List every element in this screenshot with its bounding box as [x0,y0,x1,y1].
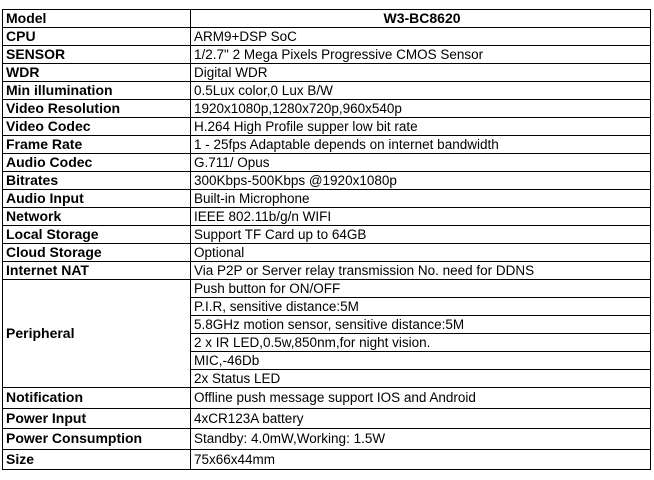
model-value: W3-BC8620 [191,10,651,28]
row-value: Via P2P or Server relay transmission No. need for DDNS [191,262,651,280]
row-value: 1 - 25fps Adaptable depends on internet bandwidth [191,136,651,154]
table-row [3,46,651,64]
table-row [3,244,651,262]
table-row [3,262,651,280]
row-value: Optional [191,244,651,262]
peripheral-item: P.I.R, sensitive distance:5M [191,298,651,316]
table-row [3,154,651,172]
row-value: 4xCR123A battery [191,408,651,429]
row-value: 75x66x44mm [191,449,651,470]
row-key: CPU [3,28,191,46]
row-key: WDR [3,64,191,82]
spec-table [2,9,651,470]
table-row [3,208,651,226]
row-key: Bitrates [3,172,191,190]
peripheral-key: Peripheral [3,280,191,388]
peripheral-row [3,280,651,298]
table-row [3,226,651,244]
peripheral-item: MIC,-46Db [191,352,651,370]
row-value: 1920x1080p,1280x720p,960x540p [191,100,651,118]
row-value: Standby: 4.0mW,Working: 1.5W [191,429,651,450]
row-key: Notification [3,388,191,409]
peripheral-item: Push button for ON/OFF [191,280,651,298]
row-value: Digital WDR [191,64,651,82]
table-row [3,429,651,450]
peripheral-item: 2x Status LED [191,370,651,388]
row-key: Audio Codec [3,154,191,172]
table-row [3,64,651,82]
header-key: Model [3,10,191,28]
row-value: ARM9+DSP SoC [191,28,651,46]
table-row [3,82,651,100]
row-key: Audio Input [3,190,191,208]
table-row [3,118,651,136]
row-key: Power Consumption [3,429,191,450]
row-key: Video Codec [3,118,191,136]
row-value: 300Kbps-500Kbps @1920x1080p [191,172,651,190]
row-key: Size [3,449,191,470]
row-value: Offline push message support IOS and Android [191,388,651,409]
peripheral-item: 5.8GHz motion sensor, sensitive distance:5M [191,316,651,334]
table-row [3,408,651,429]
row-value: G.711/ Opus [191,154,651,172]
row-value: H.264 High Profile supper low bit rate [191,118,651,136]
table-row [3,28,651,46]
row-key: SENSOR [3,46,191,64]
table-header-row [3,10,651,28]
peripheral-item: 2 x IR LED,0.5w,850nm,for night vision. [191,334,651,352]
row-value: Built-in Microphone [191,190,651,208]
table-row [3,136,651,154]
row-key: Video Resolution [3,100,191,118]
row-key: Network [3,208,191,226]
row-value: IEEE 802.11b/g/n WIFI [191,208,651,226]
row-value: 1/2.7" 2 Mega Pixels Progressive CMOS Sensor [191,46,651,64]
row-key: Frame Rate [3,136,191,154]
row-key: Power Input [3,408,191,429]
table-row [3,449,651,470]
table-row [3,100,651,118]
row-value: 0.5Lux color,0 Lux B/W [191,82,651,100]
row-key: Internet NAT [3,262,191,280]
table-row [3,172,651,190]
table-row [3,190,651,208]
row-key: Cloud Storage [3,244,191,262]
row-key: Local Storage [3,226,191,244]
row-value: Support TF Card up to 64GB [191,226,651,244]
row-key: Min illumination [3,82,191,100]
table-row [3,388,651,409]
